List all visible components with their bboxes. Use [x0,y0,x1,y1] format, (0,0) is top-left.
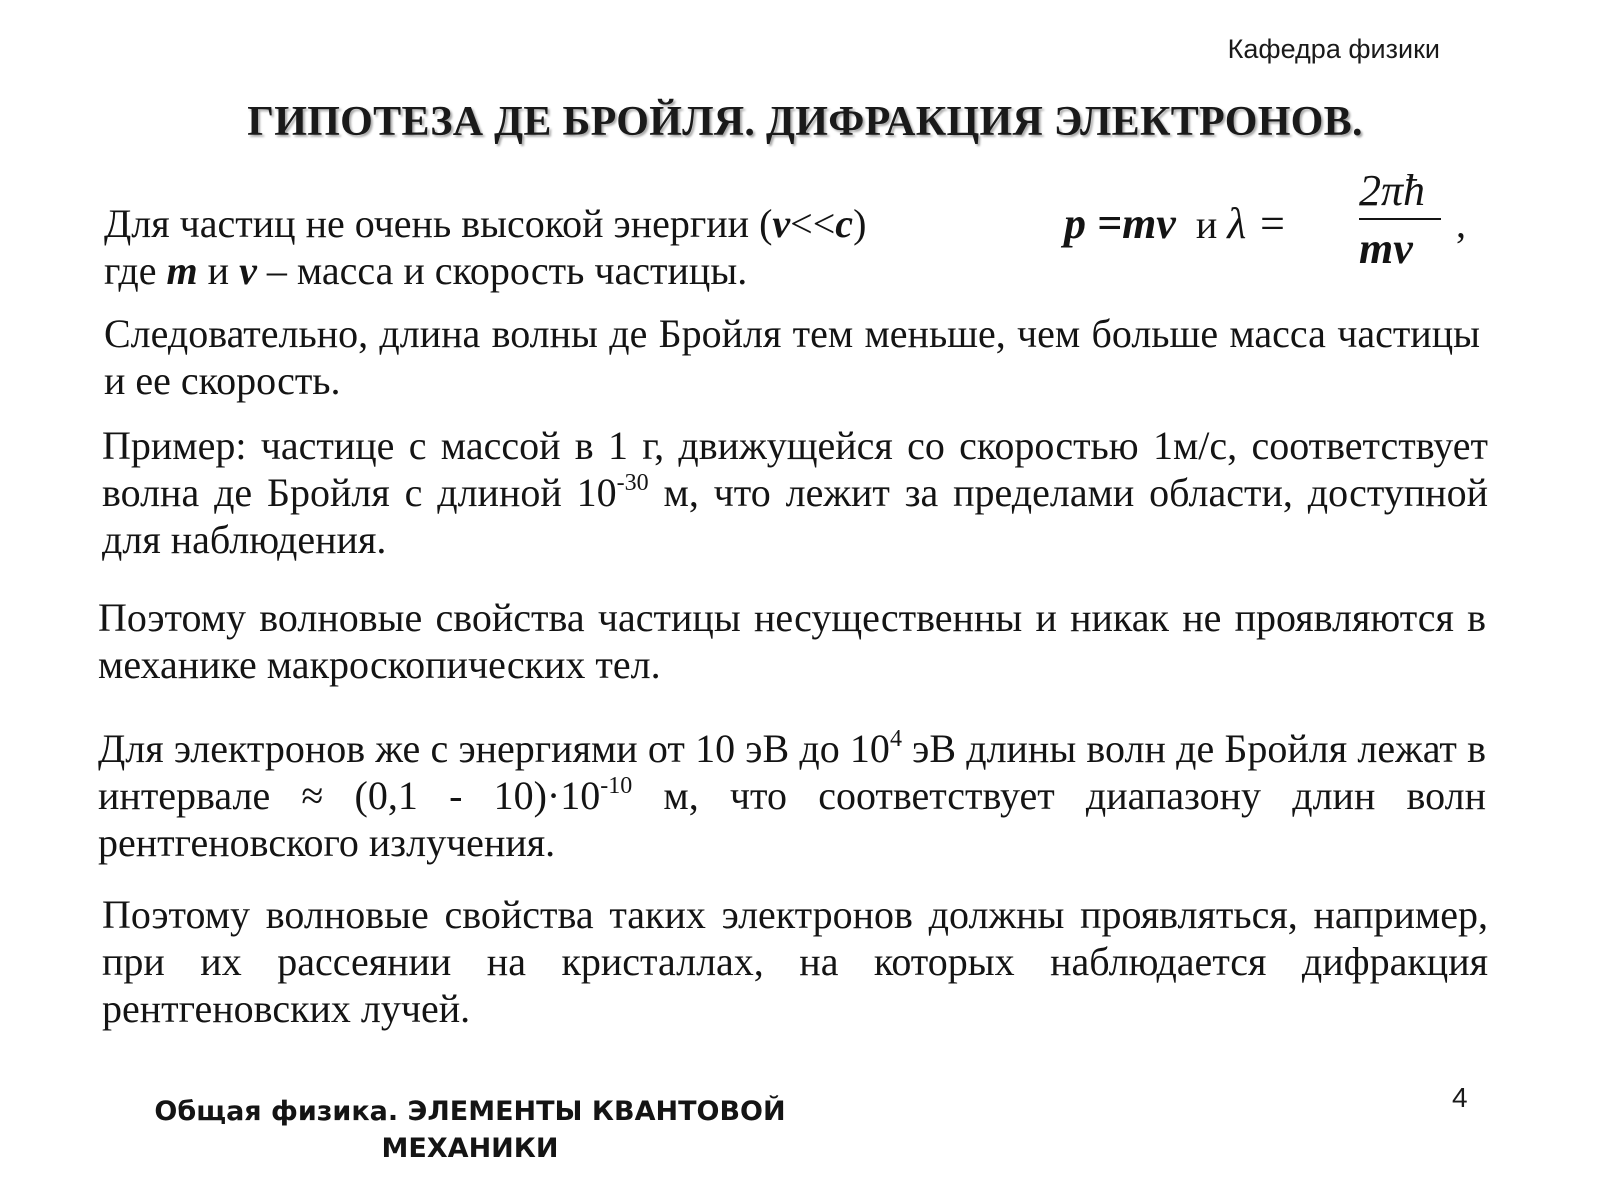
fraction-bar [1359,218,1441,220]
paragraph-electrons [98,725,1486,866]
symbol-much-less: << [790,201,836,246]
page-title: ГИПОТЕЗА ДЕ БРОЙЛЯ. ДИФРАКЦИЯ ЭЛЕКТРОНОВ. [247,99,1363,145]
electrons-text-c: м, что соответствует диапазону длин волн рентгеновского излучения. [98,773,1486,865]
footer-line-2: МЕХАНИКИ [381,1133,559,1164]
example-text-before: Пример: частице с массой в 1 г, движущейся со скоростью 1м/с, соответствует волна де Бройля с длиной 10 [102,423,1488,515]
electrons-text-b: эВ длины волн де Бройля лежат в интервале ≈ (0,1 - 10)·10 [98,726,1487,818]
electrons-exponent-1: 4 [889,726,902,752]
symbol-m: m [166,248,198,293]
text-close-paren: ) [853,201,867,246]
formula-comma: , [1456,201,1466,246]
symbol-c: c [835,201,854,246]
footer-course-title [150,1093,790,1167]
paragraph-diffraction: Поэтому волновые свойства таких электронов должны проявляться, например, при их рассеянии на кристаллах, на которых наблюдается дифракция рентгеновских лучей. [102,892,1488,1031]
department-label: Кафедра физики [1227,34,1440,64]
fraction-denominator: mv [1359,224,1413,273]
paragraph-consequence: Следовательно, длина волны де Бройля тем меньше, чем больше масса частицы и ее скорость. [104,311,1480,403]
paragraph-macroscopic: Поэтому волновые свойства частицы несущественны и никак не проявляются в механике макроскопических тел. [98,595,1486,687]
symbol-v: v [772,201,791,246]
electrons-text-a: Для электронов же с энергиями от 10 эВ до 10 [98,726,890,771]
electrons-exponent-2: -10 [600,773,633,799]
wavelength-fraction [1359,166,1441,274]
page-number: 4 [1452,1082,1468,1113]
text-mass-velocity: – масса и скорость частицы. [256,248,748,293]
fraction-numerator: 2πħ [1359,166,1426,215]
paragraph-example [102,422,1488,563]
formula-p-mv: p =mv [1064,199,1176,248]
text-and-2: и [197,248,240,293]
text-and: и [1195,202,1218,247]
example-exponent: -30 [616,470,649,496]
paragraph-momentum [104,166,1504,294]
example-text-after: м, что лежит за пределами области, доступной для наблюдения. [102,470,1488,562]
formula-lambda-eq: λ = [1227,199,1287,248]
paragraph-momentum-line2 [104,247,1504,294]
text-where: где [104,248,167,293]
footer-line-1: Общая физика. ЭЛЕМЕНТЫ КВАНТОВОЙ [154,1096,786,1127]
momentum-formula [1064,200,1287,248]
symbol-v-2: v [239,248,257,293]
text-lead: Для частиц не очень высокой энергии ( [104,201,773,246]
